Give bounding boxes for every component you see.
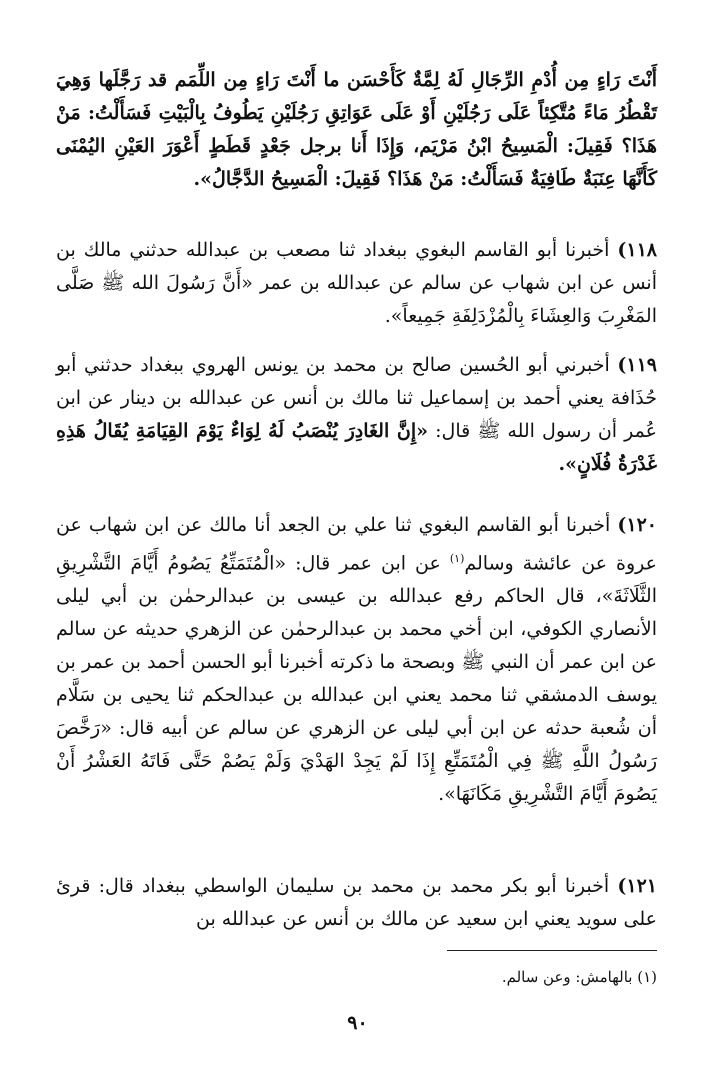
hadith-quote: «إِنَّ الغَادِرَ يُنْصَبُ لَهُ لِوَاءٌ يَوْمَ القِيَامَةِ يُقَالُ هَذِهِ غَدْرَةُ فُلَانٍ». (56, 420, 657, 475)
hadith-text: أخبرنا أبو بكر محمد بن محمد بن سليمان الواسطي ببغداد قال: قرئ على سويد يعني ابن سعيد عن مالك بن أنس عن عبدالله بن (56, 875, 657, 930)
hadith-text: أخبرني أبو الحُسين صالح بن محمد بن يونس الهروي ببغداد حدثني أبو حُذَافة يعني أحمد بن إسماعيل ثنا مالك بن أنس عن عبدالله بن دينار عن ابن عُمر أن رسول الله ﷺ قال: (56, 354, 657, 442)
hadith-text-continued: عن ابن عمر قال: «الْمُتَمَتِّعُ يَصُومُ أَيَّامَ التَّشْرِيقِ الثَّلَاثَةَ»، قال الحاكم رفع عبدالله بن عيسى بن عبدالرحمٰن بن أبي ليلى الأنصاري الكوفي، ابن أخي محمد بن عبدالرحمٰن عن الزهري حديثه عن سالم عن ابن عمر أن النبي ﷺ وبصحة ما ذكرته أخبرنا أبو الحسن أحمد بن عمر بن يوسف الدمشقي ثنا محمد يعني ابن عبدالله بن عبدالحكم ثنا يحيى بن سَلَّام أن شُعبة حدثه عن ابن أبي ليلى عن الزهري عن سالم عن أبيه قال: «رَخَّصَ رَسُولُ اللَّهِ ﷺ فِي الْمُتَمَتِّعِ إِذَا لَمْ يَجِدْ الهَدْيَ وَلَمْ يَصُمْ حَتَّى فَاتَهُ العَشْرُ أَنْ يَصُومَ أَيَّامَ التَّشْرِيقِ مَكَانَهَا». (56, 552, 657, 806)
hadith-text: أخبرنا أبو القاسم البغوي ثنا علي بن الجعد أنا مالك عن ابن شهاب عن عروة عن عائشة وسالم (56, 514, 657, 575)
hadith-number: ١٢٠) (617, 514, 657, 536)
intro-text: أَنْتَ رَاءٍ مِن أُدْمِ الرِّجَالِ لَهُ لِمَّةٌ كَأَحْسَن ما أَنْتَ رَاءٍ مِن اللِّمَم قد رَجَّلَها وَهِيَ تَقْطُرُ مَاءً مُتَّكِئاً عَلَى رَجُلَيْنِ أَوْ عَلَى عَوَاتِقِ رَجُلَيْنِ يَطُوفُ بِالْبَيْتِ فَسَأَلْتُ: مَنْ هَذَا؟ فَقِيلَ: الْمَسِيحُ ابْنُ مَرْيَم، وَإِذَا أَنا برجل جَعْدٍ قَطَطٍ أَعْوَرَ العَيْنِ اليُمْنَى كَأَنَّهَا عِنَبَةٌ طَافِيَةٌ فَسَأَلْتُ: مَنْ هَذَا؟ فَقِيلَ: الْمَسِيحُ الدَّجَّالُ». (56, 69, 657, 190)
hadith-120-paragraph (56, 509, 657, 811)
page-number: ٩٠ (347, 1012, 368, 1034)
hadith-number: ١١٩) (617, 354, 657, 376)
hadith-119-paragraph (56, 349, 657, 481)
footnote-marker: (١) (449, 552, 465, 565)
hadith-119 (56, 349, 657, 481)
hadith-120 (56, 509, 657, 811)
footnote: (١) بالهامش: وعن سالم. (501, 968, 657, 986)
hadith-text: أخبرنا أبو القاسم البغوي ببغداد ثنا مصعب بن عبدالله حدثني مالك بن أنس عن ابن شهاب عن سالم عن عبدالله بن عمر «أَنَّ رَسُولَ الله ﷺ صَلَّى المَغْرِبَ وَالعِشَاءَ بِالْمُزْدَلِفَةِ جَمِيعاً». (56, 239, 657, 327)
hadith-121 (56, 870, 657, 936)
hadith-121-paragraph (56, 870, 657, 936)
hadith-number: ١١٨) (617, 239, 657, 261)
hadith-118-paragraph (56, 234, 657, 333)
footnote-divider (447, 950, 657, 951)
hadith-118 (56, 234, 657, 333)
hadith-number: ١٢١) (617, 875, 657, 897)
intro-paragraph (56, 64, 657, 196)
